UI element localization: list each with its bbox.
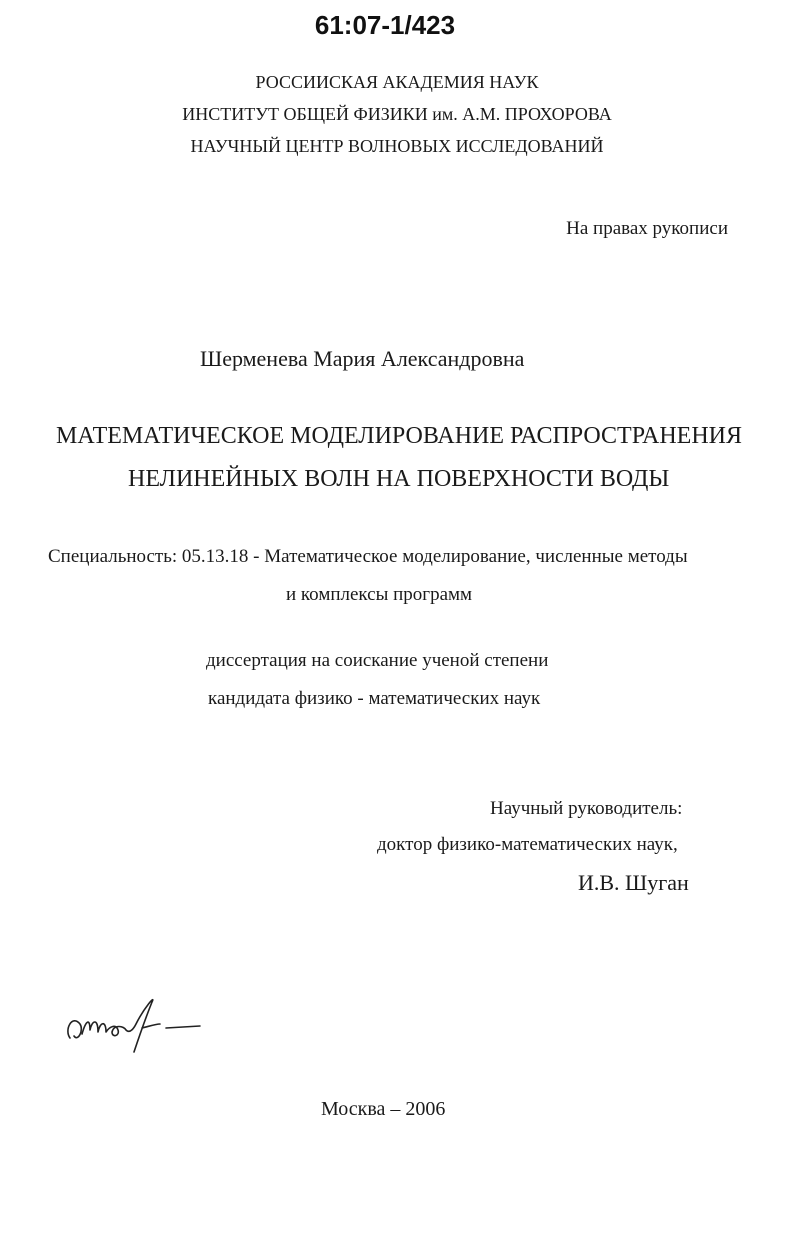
thesis-title-line-2: НЕЛИНЕЙНЫХ ВОЛН НА ПОВЕРХНОСТИ ВОДЫ [128,466,670,492]
organization-line-1: РОССИИСКАЯ АКАДЕМИЯ НАУК [255,72,539,92]
specialty-line-1: Специальность: 05.13.18 - Математическое моделирование, численные методы [48,546,688,567]
supervisor-name: И.В. Шуган [578,870,689,895]
catalog-number: 61:07-1/423 [314,10,456,40]
rights-note: На правах рукописи [566,218,728,239]
supervisor-label: Научный руководитель: [490,798,683,819]
organization-line-2: ИНСТИТУТ ОБЩЕЙ ФИЗИКИ им. А.М. ПРОХОРОВА [182,104,612,124]
specialty-line-2: и комплексы программ [286,584,473,605]
supervisor-rank: доктор физико-математических наук, [377,834,678,855]
city-year: Москва – 2006 [321,1098,446,1120]
degree-line-1: диссертация на соискание ученой степени [206,650,549,671]
organization-line-3: НАУЧНЫЙ ЦЕНТР ВОЛНОВЫХ ИССЛЕДОВАНИЙ [190,136,604,156]
thesis-title-line-1: МАТЕМАТИЧЕСКОЕ МОДЕЛИРОВАНИЕ РАСПРОСТРАНЕНИЯ [56,423,742,449]
author-name: Шерменева Мария Александровна [200,346,525,371]
degree-line-2: кандидата физико - математических наук [208,688,541,709]
signature-icon [60,990,220,1060]
